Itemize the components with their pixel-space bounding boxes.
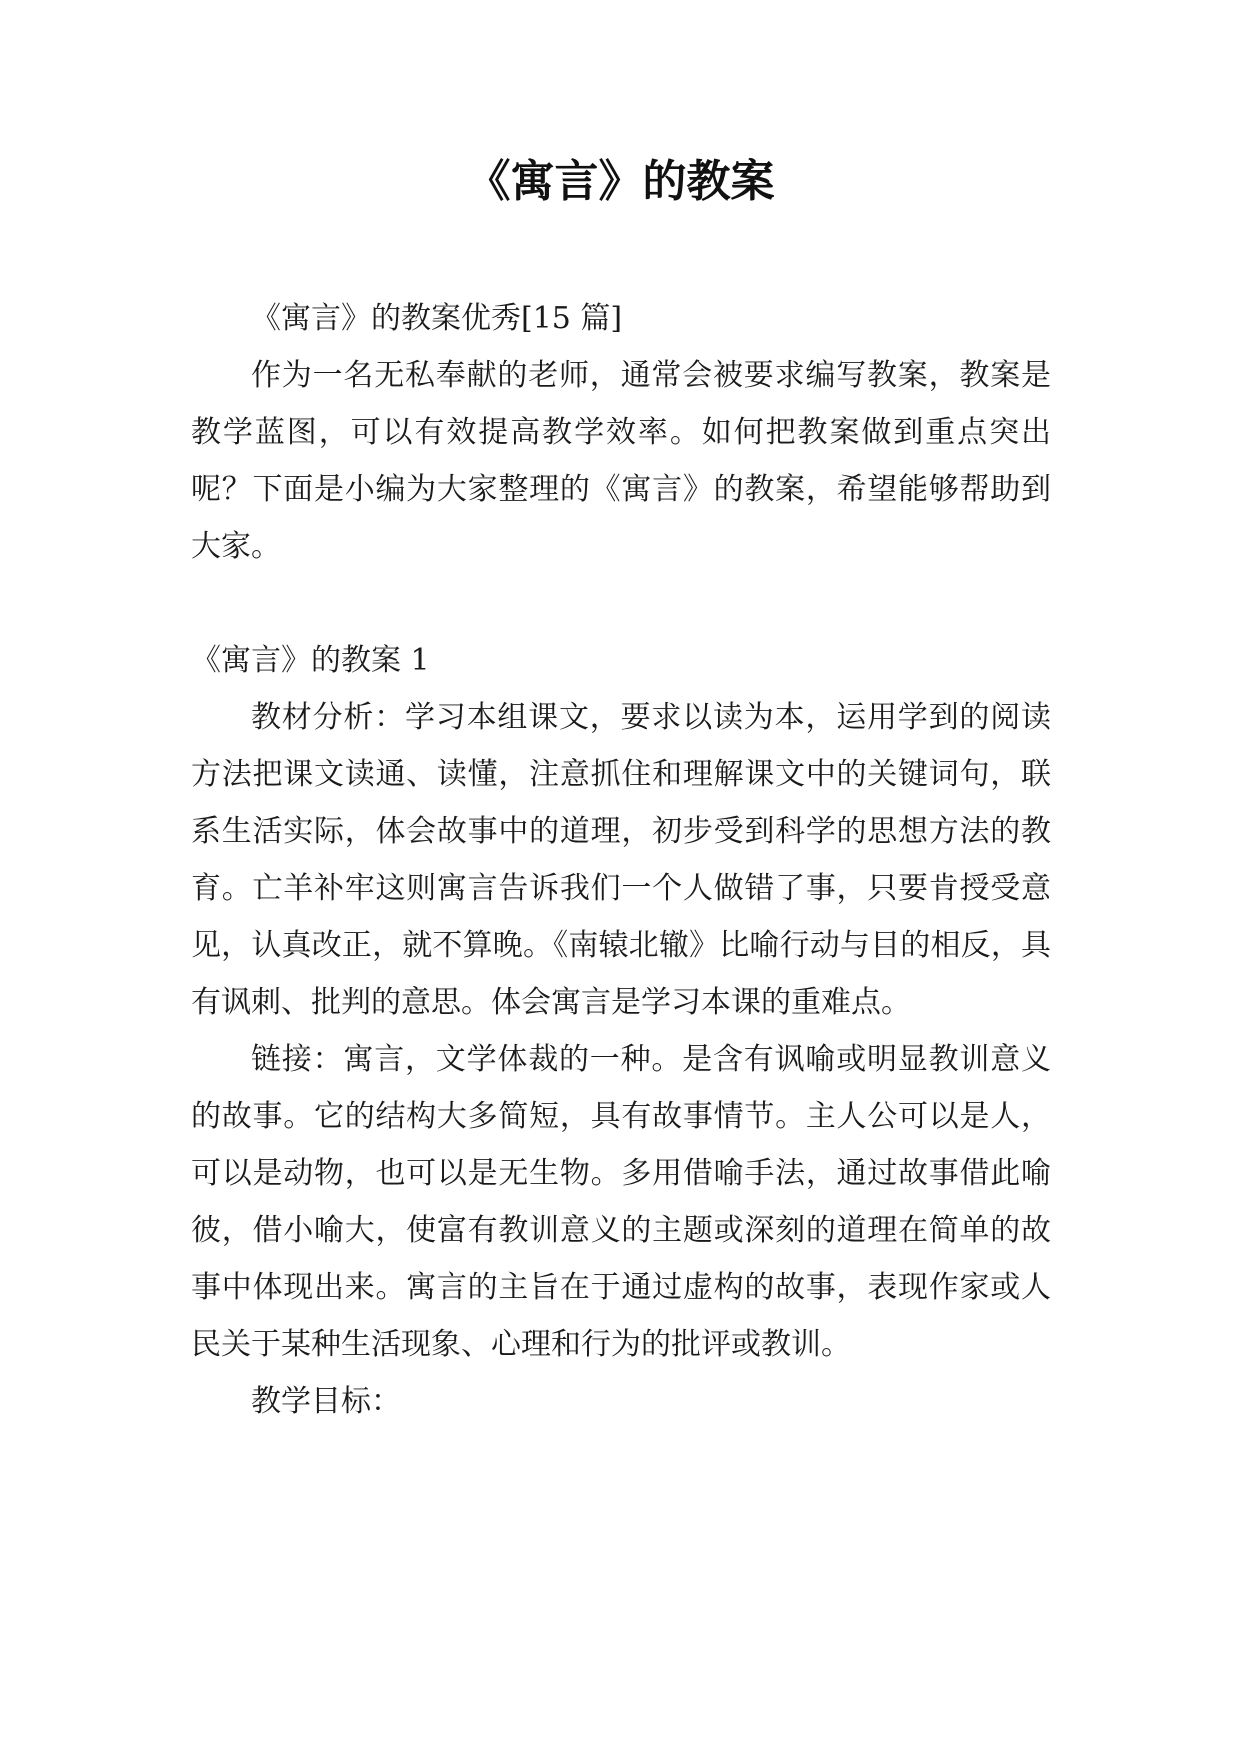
document-title: 《寓言》的教案 <box>466 156 775 207</box>
intro-paragraph: 作为一名无私奉献的老师，通常会被要求编写教案，教案是教学蓝图，可以有效提高教学效率。如何把教案做到重点突出呢？下面是小编为大家整理的《寓言》的教案，希望能够帮助到大家。 <box>191 358 1051 564</box>
material-analysis-paragraph: 教材分析：学习本组课文，要求以读为本，运用学到的阅读方法把课文读通、读懂，注意抓住和理解课文中的关键词句，联系生活实际，体会故事中的道理，初步受到科学的思想方法的教育。亡羊补牢这则寓言告诉我们一个人做错了事，只要肯授受意见，认真改正，就不算晚。《南辕北辙》比喻行动与目的相反，具有讽刺、批判的意思。体会寓言是学习本课的重难点。 <box>191 700 1051 1020</box>
section-heading: 《寓言》的教案 1 <box>191 643 430 678</box>
document-body <box>191 290 1051 1430</box>
teaching-goals-label: 教学目标： <box>251 1384 401 1419</box>
document-subtitle: 《寓言》的教案优秀[15 篇] <box>251 301 623 336</box>
link-paragraph: 链接：寓言，文学体裁的一种。是含有讽喻或明显教训意义的故事。它的结构大多简短，具有故事情节。主人公可以是人，可以是动物，也可以是无生物。多用借喻手法，通过故事借此喻彼，借小喻大，使富有教训意义的主题或深刻的道理在简单的故事中体现出来。寓言的主旨在于通过虚构的故事，表现作家或人民关于某种生活现象、心理和行为的批评或教训。 <box>191 1042 1051 1362</box>
paragraph-spacer <box>191 575 1051 632</box>
